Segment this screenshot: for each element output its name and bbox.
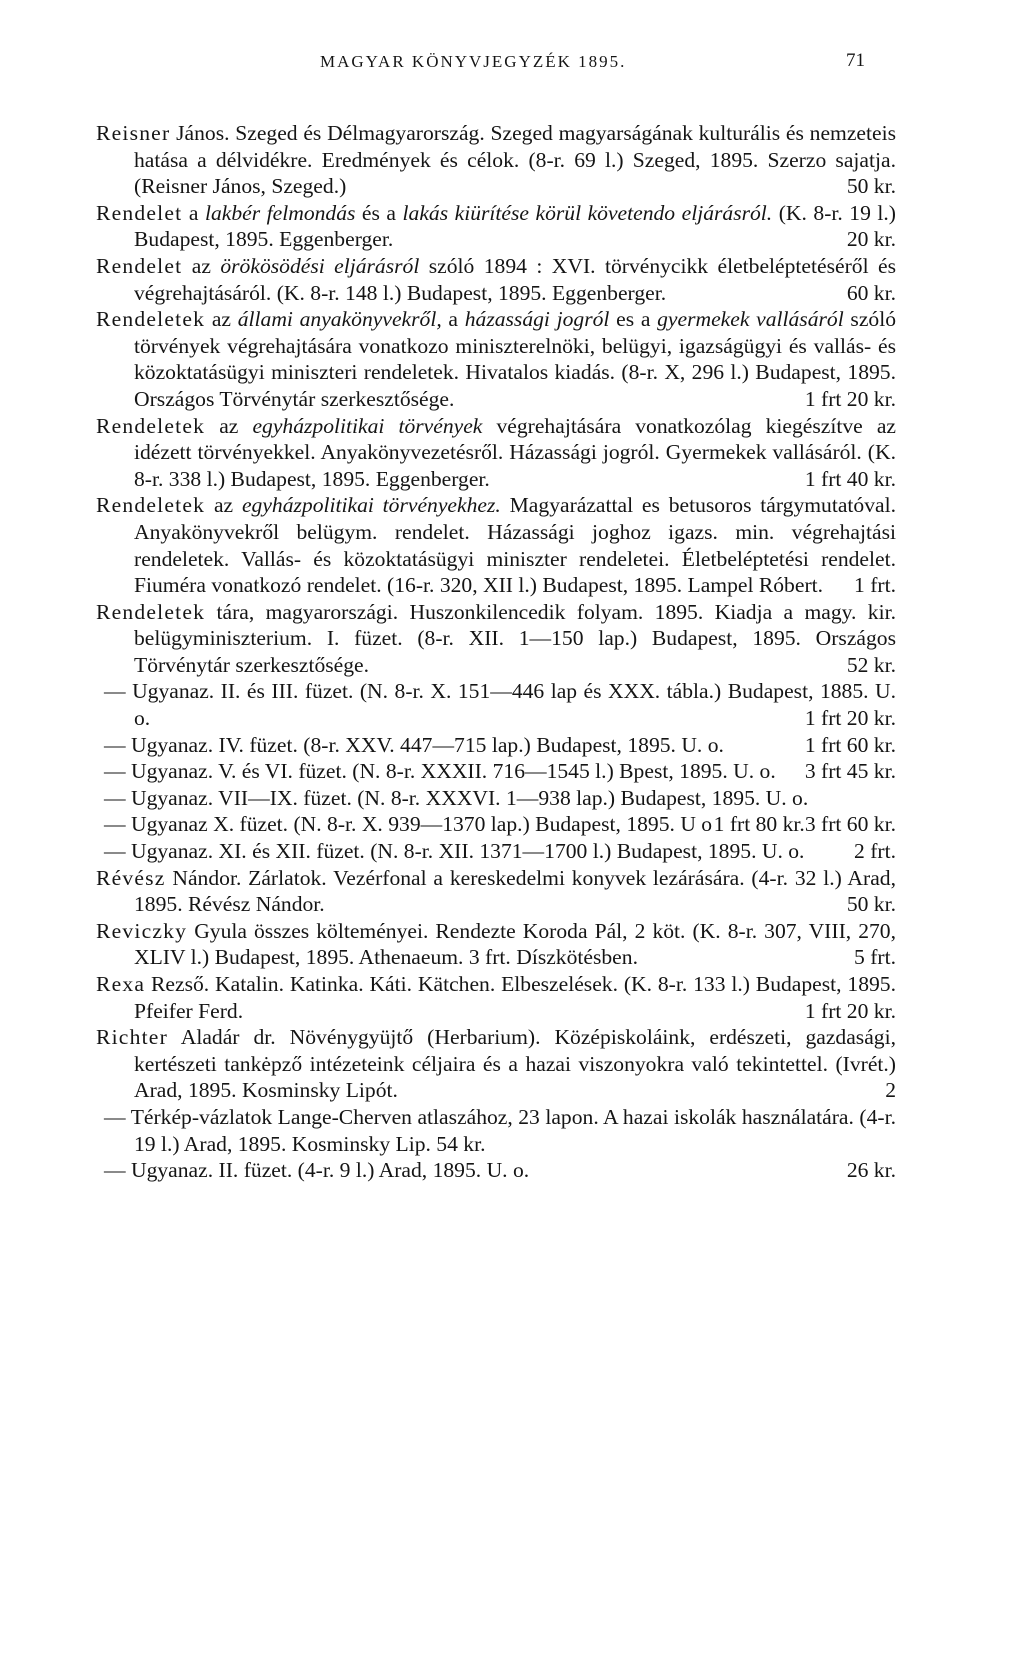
bibliography-entry <box>96 758 896 785</box>
entry-price: 3 frt 60 kr. <box>804 812 896 837</box>
bibliography-entry <box>96 865 896 918</box>
entry-price: 50 kr. <box>846 892 896 917</box>
bibliography-entry <box>96 1024 896 1104</box>
entry-price: 2 <box>885 1078 896 1103</box>
entry-headword: Rendeletek <box>96 307 206 332</box>
entry-headword: Rendelet <box>96 200 183 225</box>
entry-dash: — <box>104 1104 126 1129</box>
entry-price: 1 frt 20 kr. <box>804 998 896 1023</box>
entry-text: es a <box>609 307 658 332</box>
entry-text: tára, magyarországi. Huszonkilencedik folyam. 1895. Kiadja a magy. kir. belügyminiszterium. I. füzet. (8-r. XII. 1—150 lap.) Budapest, 1895. Országos Törvénytár szerkesztősége. <box>134 599 896 677</box>
entry-text: Ugyanaz. V. és VI. füzet. (N. 8-r. XXXII. 716—1545 l.) Bpest, 1895. U. o. <box>125 759 776 784</box>
entry-dash: — <box>104 785 126 810</box>
entry-headword: Rexa <box>96 972 146 996</box>
bibliography-entry <box>96 1104 896 1157</box>
entry-text: Gyula összes költeményei. Rendezte Koroda Pál, 2 köt. (K. 8-r. 307, VIII, 270, XLIV l.) Budapest, 1895. Athenaeum. 3 frt. Díszkötésben. <box>134 918 896 970</box>
entry-dash: — <box>104 732 126 757</box>
entry-headword: Reviczky <box>96 918 188 943</box>
bibliography-entry <box>96 413 896 493</box>
entry-text: Rezső. Katalin. Katinka. Káti. Kätchen. Elbeszelések. (K. 8-r. 133 l.) Budapest, 1895. Pfeifer Ferd. <box>134 972 896 1023</box>
entry-text: szóló törvények végrehajtására vonatkozo miniszterelnöki, belügyi, igazságügyi és vallás- és közoktatásügyi miniszteri rendeletek. Hivatalos kiadás. (8-r. X, 296 l.) Budapest, 1895. Országos Törvénytár szerkesztősége. <box>134 307 897 411</box>
entry-text: az <box>182 253 221 278</box>
entry-italic-text: állami anyakönyvekről, <box>237 307 442 332</box>
entry-italic-text: lakás kiürítése körül követendo eljárásról. <box>402 200 773 225</box>
entry-headword: Révész <box>96 865 166 890</box>
entry-headword: Rendelet <box>96 253 183 278</box>
bibliography-entry <box>96 918 896 971</box>
entry-dash: — <box>104 759 126 784</box>
entry-text: az <box>205 307 238 332</box>
entry-price: 50 kr. <box>846 174 896 199</box>
entry-price: 1 frt 20 kr. <box>804 386 896 411</box>
bibliography-entry <box>96 732 896 759</box>
entry-text: a <box>441 307 465 332</box>
bibliography-entry <box>96 492 896 598</box>
entry-price: 1 frt. <box>854 573 896 598</box>
entry-text: (K. 8-r. 19 l.) Budapest, 1895. Eggenberger. <box>134 200 896 252</box>
bibliography-entry <box>96 306 896 412</box>
entry-text: az <box>205 493 242 518</box>
bibliography-entry <box>96 200 896 253</box>
entry-text: Ugyanaz. VII—IX. füzet. (N. 8-r. XXXVI. 1—938 lap.) Budapest, 1895. U. o. <box>125 785 809 810</box>
entry-text: a <box>182 200 205 225</box>
bibliography-entry <box>96 971 896 1024</box>
entry-text: Ugyanaz. XI. és XII. füzet. (N. 8-r. XII. 1371—1700 l.) Budapest, 1895. U. o. <box>125 839 805 864</box>
entry-price: 52 kr. <box>846 652 896 677</box>
entry-italic-text: egyházpolitikai törvények <box>252 413 483 438</box>
entry-price: 3 frt 45 kr. <box>804 759 896 784</box>
entry-text: János. Szeged és Délmagyarország. Szeged magyarságának kulturális és nemzeteis hatása a délvidékre. Eredmények és célok. (8-r. 69 l.) Szeged, 1895. Szerzo sajatja. (Reisner János, Szeged.) <box>134 121 896 199</box>
entry-price: 26 kr. <box>846 1158 896 1183</box>
entry-dash: — <box>104 679 126 704</box>
entry-price: 5 frt. <box>854 945 896 970</box>
running-head-title: MAGYAR KÖNYVJEGYZÉK 1895. <box>320 52 627 71</box>
entry-price: 20 kr. <box>846 227 896 252</box>
entry-headword: Rendeletek <box>96 413 206 438</box>
bibliography-entry <box>96 1157 896 1184</box>
entry-text: Aladár dr. Növénygyüjtő (Herbarium). Középiskoláink, erdészeti, gazdasági, kertészeti tankėpző intézeteink céljaira és a hazai viszonyokra való tekintettel. (Ivrét.) Arad, 1895. Kosminsky Lipót. <box>134 1025 896 1103</box>
bibliography-entry <box>96 599 896 679</box>
entry-dash: — <box>104 812 126 837</box>
page-number: 71 <box>846 50 865 71</box>
entry-italic-text: egyházpolitikai törvényekhez. <box>241 493 501 518</box>
entry-price: 60 kr. <box>846 280 896 305</box>
entry-text: Ugyanaz. II. és III. füzet. (N. 8-r. X. 151—446 lap és XXX. tábla.) Budapest, 1885. U. o. <box>125 679 896 731</box>
entry-headword: Reisner <box>96 121 171 145</box>
entry-text: Magyarázattal es betusoros tárgymutatóval. Anyakönyvekről belügym. rendelet. Házassági joghoz igazs. min. végrehajtási rendeletek. Vallás- és közoktatásügyi miniszter rendeletei. Életbeléptetési rendelet. Fiuméra vonatkozó rendelet. (16-r. 320, XII l.) Budapest, 1895. Lampel Róbert. <box>134 493 897 598</box>
entry-price: 1 frt 80 kr. <box>713 812 805 837</box>
entry-price: 1 frt 60 kr. <box>804 732 896 757</box>
entry-text: Nándor. Zárlatok. Vezérfonal a kereskedelmi konyvek lezárására. (4-r. 32 l.) Arad, 1895. Révész Nándor. <box>134 865 896 917</box>
running-head <box>0 52 1024 82</box>
bibliography-entry <box>96 811 896 838</box>
bibliography-entry <box>96 838 896 865</box>
entry-italic-text: gyermekek vallásáról <box>657 307 844 332</box>
bibliography-entries <box>96 120 896 1184</box>
entry-text: Térkép-vázlatok Lange-Cherven atlaszához, 23 lapon. A hazai iskolák használatára. (4-r. 19 l.) Arad, 1895. Kosminsky Lip. 54 kr. <box>125 1104 896 1156</box>
entry-headword: Rendeletek <box>96 599 206 624</box>
entry-price: 1 frt 20 kr. <box>804 706 896 731</box>
entry-dash: — <box>104 839 126 864</box>
entry-italic-text: örökösödési eljárásról <box>220 253 420 278</box>
entry-price: 2 frt. <box>854 839 896 864</box>
entry-italic-text: házassági jogról <box>464 307 610 332</box>
entry-text: végrehajtására vonatkozólag kiegészítve az idézett törvényekkel. Anyakönyvezetésről. Házassági jogról. Gyermekek vallásáról. (K. 8-r. 338 l.) Budapest, 1895. Eggenberger. <box>134 413 897 491</box>
bibliography-entry <box>96 120 896 200</box>
bibliography-entry <box>96 678 896 731</box>
entry-text: az <box>205 413 253 438</box>
entry-price: 1 frt 40 kr. <box>804 466 896 491</box>
entry-text: Ugyanaz. IV. füzet. (8-r. XXV. 447—715 lap.) Budapest, 1895. U. o. <box>125 732 724 757</box>
entry-dash: — <box>104 1158 126 1183</box>
entry-italic-text: lakbér felmondás <box>204 200 356 225</box>
entry-text: Ugyanaz X. füzet. (N. 8-r. X. 939—1370 lap.) Budapest, 1895. U o <box>125 812 713 837</box>
bibliography-entry <box>96 253 896 306</box>
entry-text: szóló 1894 : XVI. törvénycikk életbeléptetéséről és végrehajtásáról. (K. 8-r. 148 l.) Budapest, 1895. Eggenberger. <box>134 253 896 305</box>
entry-text: Ugyanaz. II. füzet. (4-r. 9 l.) Arad, 1895. U. o. <box>125 1158 530 1183</box>
entry-text: és a <box>355 200 403 225</box>
entry-headword: Rendeletek <box>96 493 206 518</box>
entry-headword: Richter <box>96 1025 168 1050</box>
